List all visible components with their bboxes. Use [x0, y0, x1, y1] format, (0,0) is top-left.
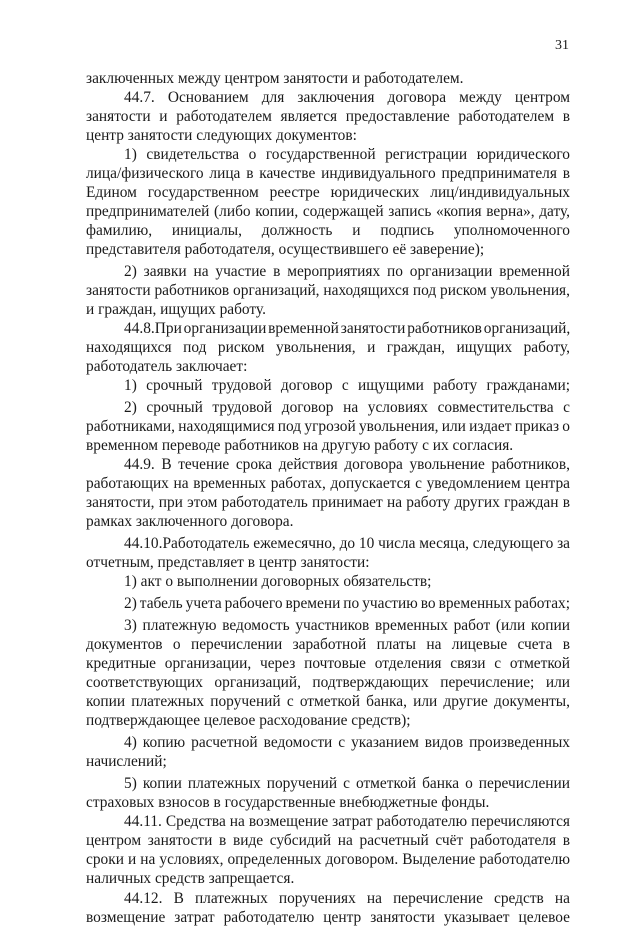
- text-line: занятости, при этом работодатель принимает на работу других граждан в: [86, 494, 570, 511]
- page-number: 31: [555, 38, 569, 53]
- text-line: 1) свидетельства о государственной регистрации юридического: [124, 146, 570, 163]
- text-line: подтверждающее целевое расходование средств);: [86, 712, 411, 729]
- text-line: наличных средств запрещается.: [86, 870, 295, 887]
- text-line: 1) акт о выполнении договорных обязательств;: [124, 573, 432, 590]
- text-line: фамилию, инициалы, должность и подпись уполномоченного: [86, 222, 570, 239]
- text-line: временном переводе работников на другую работу с их согласия.: [86, 437, 514, 454]
- text-line: рамках заключенного договора.: [86, 513, 294, 530]
- text-line: и граждан, ищущих работу.: [86, 301, 266, 318]
- text-line: документов о перечислении заработной платы на лицевые счета в: [86, 636, 570, 653]
- text-line: 44.11. Средства на возмещение затрат работодателю перечисляются: [124, 813, 570, 830]
- text-line: Едином государственном реестре юридических лиц/индивидуальных: [86, 184, 570, 201]
- text-line: работающих на временных работах, допускается с уведомлением центра: [86, 475, 570, 492]
- text-line: отчетным, представляет в центр занятости:: [86, 554, 370, 571]
- text-line: копии платежных поручений с отметкой банка, или другие документы,: [86, 693, 570, 710]
- text-line: кредитные организации, через почтовые отделения связи с отметкой: [86, 655, 570, 672]
- text-line: 2) заявки на участие в мероприятиях по организации временной: [124, 263, 570, 280]
- text-line: заключенных между центром занятости и работодателем.: [86, 70, 464, 87]
- text-line: сроки и на условиях, определенных договором. Выделение работодателю: [86, 851, 570, 868]
- text-line: занятости работников организаций, находящихся под риском увольнения,: [86, 282, 570, 299]
- text-line: 5) копии платежных поручений с отметкой банка о перечислении: [124, 775, 570, 792]
- text-line: центром занятости в виде субсидий на расчетный счёт работодателя в: [86, 832, 570, 849]
- text-line: представителя работодателя, осуществившего её заверение);: [86, 241, 485, 258]
- text-line: лица/физического лица в качестве индивидуального предпринимателя в: [86, 165, 570, 182]
- text-line: 44.8.При организации временной занятости работников организаций,: [124, 320, 571, 337]
- text-line: соответствующих организаций, подтверждающих перечисление; или: [86, 674, 570, 691]
- text-line: возмещение затрат работодателю центр занятости указывает целевое: [86, 909, 570, 926]
- text-line: 44.10.Работодатель ежемесячно, до 10 числа месяца, следующего за: [124, 535, 570, 552]
- text-line: предпринимателей (либо копии, содержащей запись «копия верна», дату,: [86, 203, 570, 220]
- text-line: 2) табель учета рабочего времени по участию во временных работах;: [124, 595, 570, 612]
- text-line: находящихся под риском увольнения, и граждан, ищущих работу,: [86, 339, 570, 356]
- text-line: 2) срочный трудовой договор на условиях совместительства с: [124, 399, 570, 416]
- text-line: начислений;: [86, 753, 167, 770]
- text-line: 44.12. В платежных поручениях на перечисление средств на: [124, 890, 570, 907]
- text-line: 1) срочный трудовой договор с ищущими работу гражданами;: [124, 377, 570, 394]
- text-line: центр занятости следующих документов:: [86, 127, 357, 144]
- text-line: 44.7. Основанием для заключения договора между центром: [124, 89, 570, 106]
- text-line: работодатель заключает:: [86, 358, 248, 375]
- text-line: 3) платежную ведомость участников временных работ (или копии: [124, 617, 570, 634]
- text-line: страховых взносов в государственные внебюджетные фонды.: [86, 794, 490, 811]
- text-line: 4) копию расчетной ведомости с указанием видов произведенных: [124, 734, 570, 751]
- text-line: работниками, находящимися под угрозой увольнения, или издает приказ о: [86, 418, 570, 435]
- text-line: 44.9. В течение срока действия договора увольнение работников,: [124, 456, 570, 473]
- text-line: занятости и работодателем является предоставление работодателем в: [86, 108, 570, 125]
